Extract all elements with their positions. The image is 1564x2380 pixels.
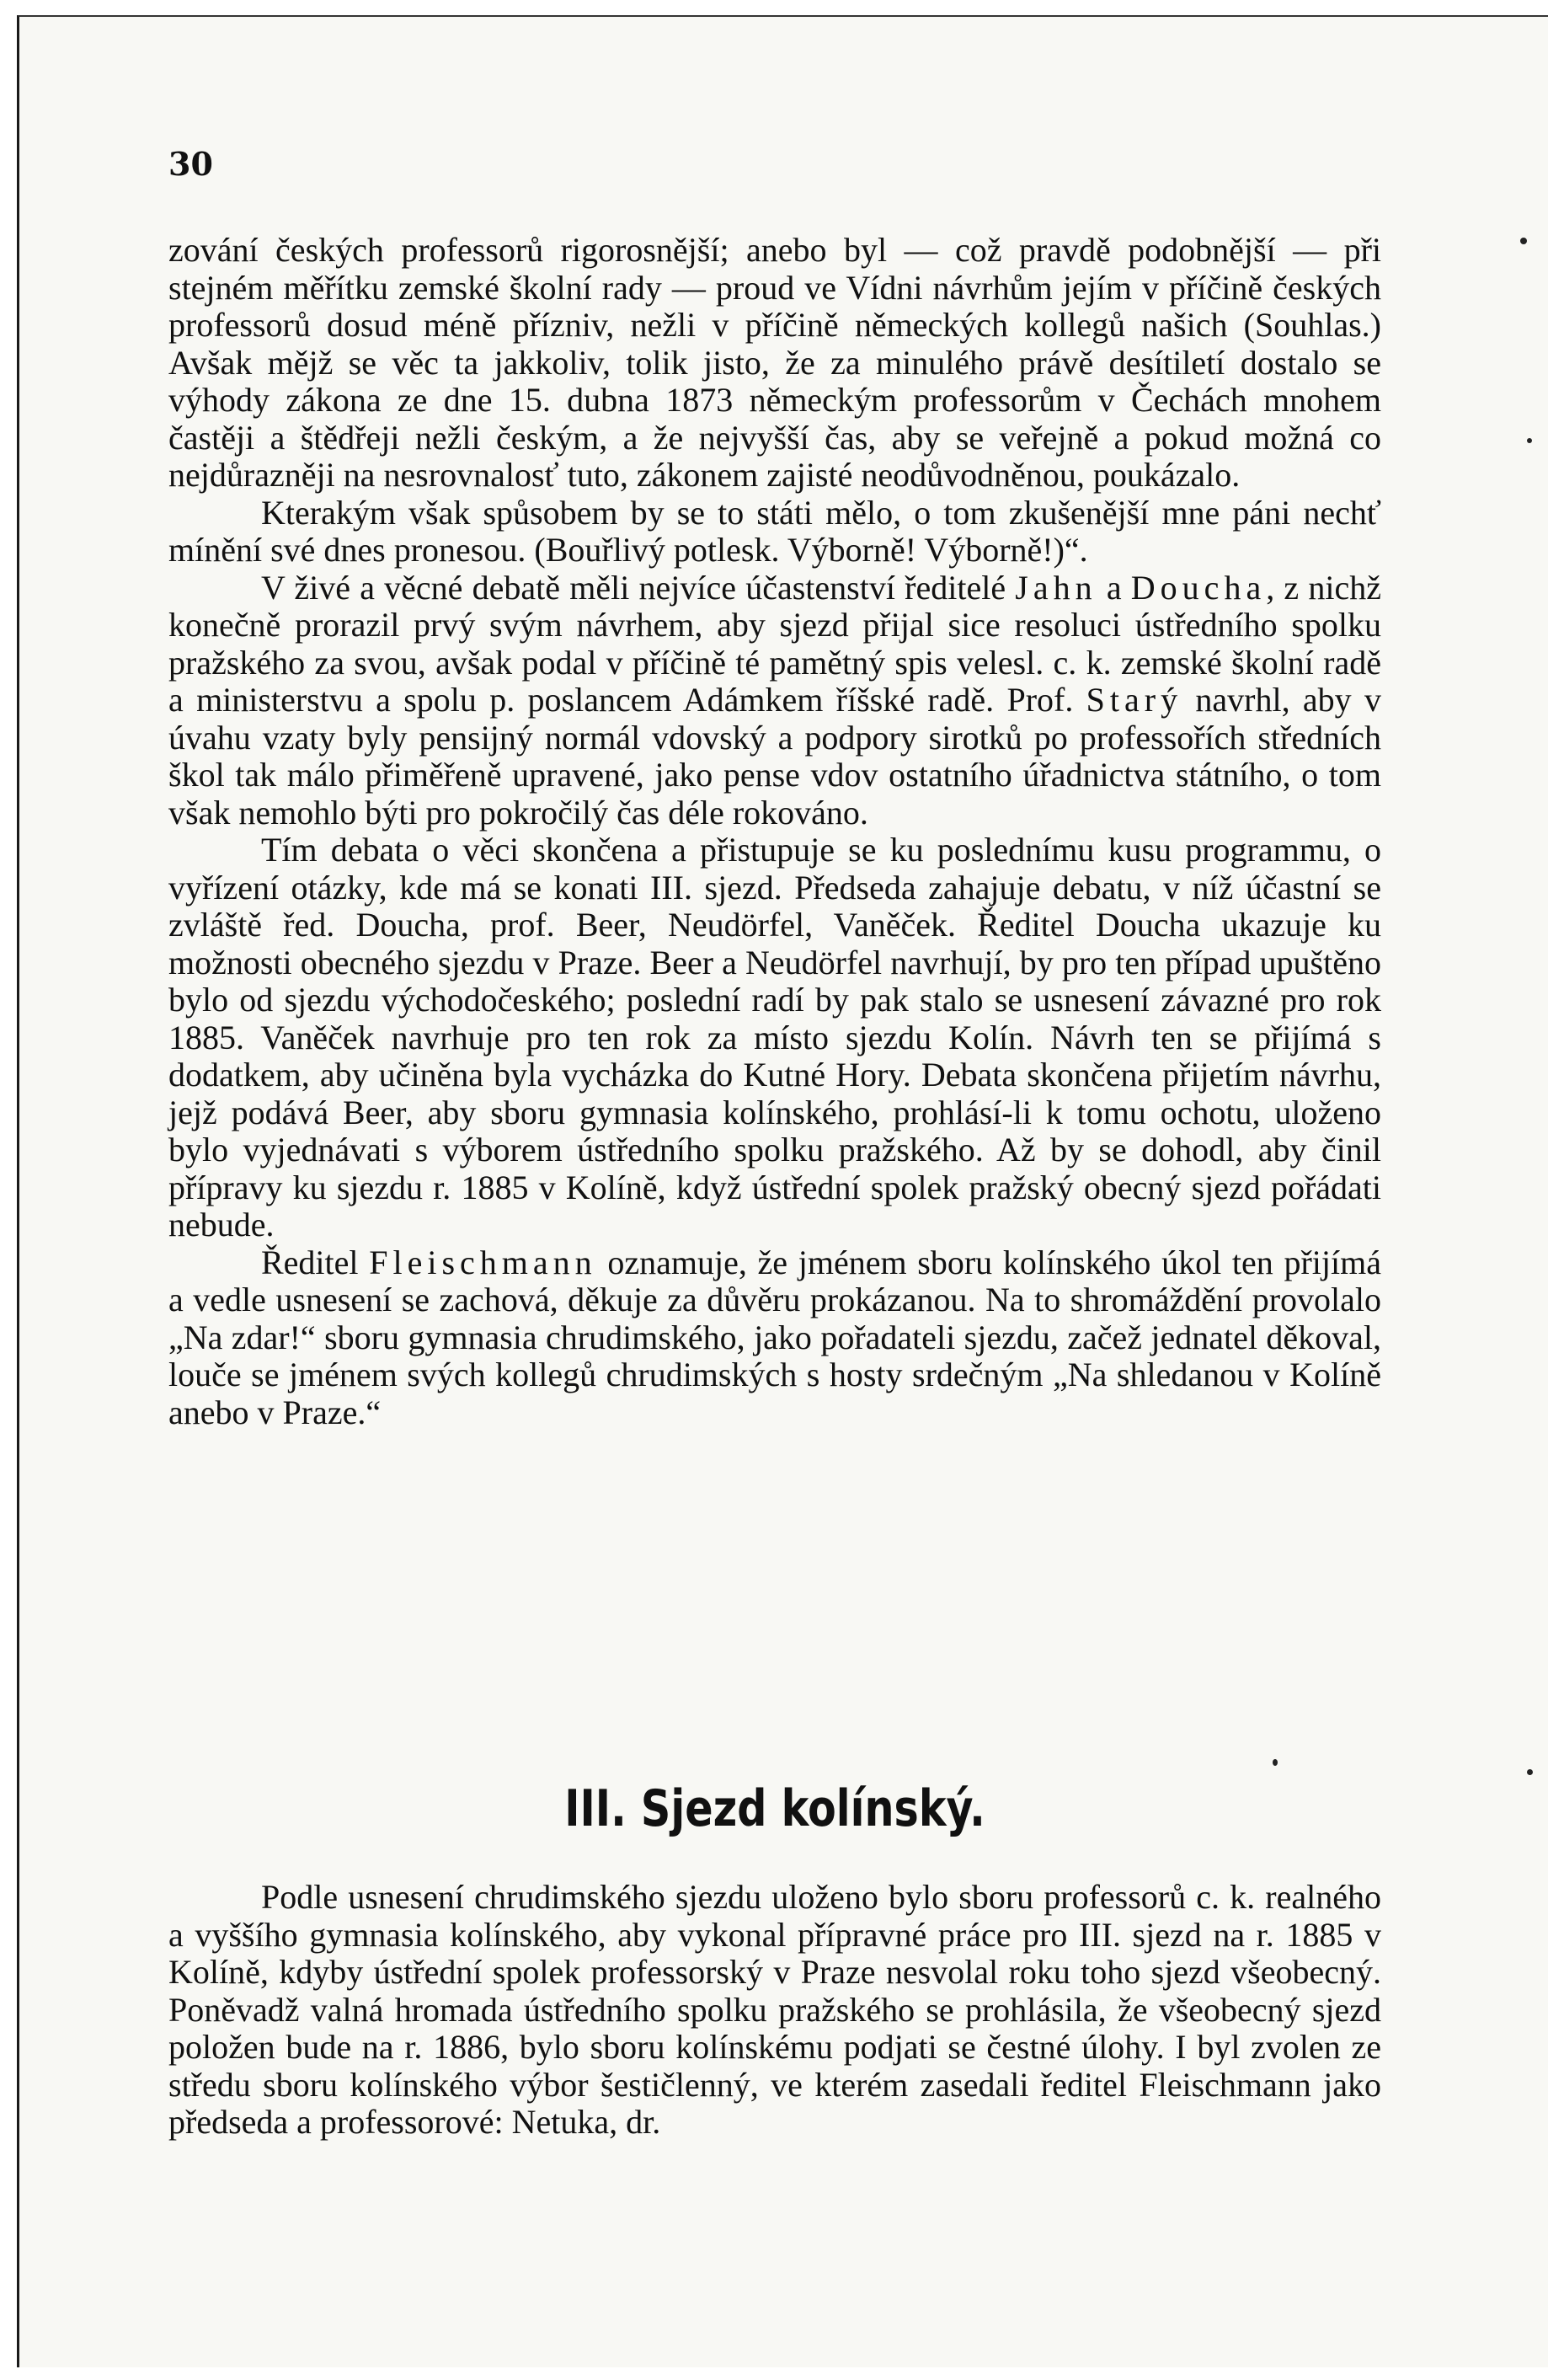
text-run: Ředitel (261, 1243, 370, 1281)
scan-speck (1527, 438, 1532, 443)
spaced-name: Fleischmann (369, 1243, 597, 1281)
text-run: oznamuje, že jménem sboru kolínského úkol ten přijímá a vedle usnesení se zachová, děkuje za důvěru prokázanou. Na to shromáždění provolalo „Na zdar!“ sboru gymnasia chrudimského, jako pořadateli sjezdu, začež jednatel děkoval, louče se jménem svých kollegů chrudimských s hosty srdečným „Na shledanou v Kolíně anebo v Praze.“ (168, 1243, 1381, 1431)
spaced-name: Starý (1086, 681, 1183, 719)
text-run: V živé a věcné debatě měli nejvíce účastenství ředitelé (261, 568, 1016, 607)
body-text-bottom (168, 1879, 1381, 2142)
text-run: , z nichž konečně prorazil prvý svým návrhem, aby sjezd přijal sice resoluci ústředního spolku pražského za svou, avšak podal v příčině té pamětný spis velesl. c. k. zemské školní radě a ministerstvu a spolu p. poslancem Adámkem říšské radě. Prof. (168, 568, 1381, 719)
text-run: zování českých professorů rigorosnější; anebo byl — což pravdě podobnější — při stejném měřítku zemské školní rady — proud ve Vídni návrhům jejím v příčině českých professorů dosud méně přízniv, nežli v příčině německých kollegů našich (Souhlas.) Avšak mějž se věc ta jakkoliv, tolik jisto, že za minulého právě desítiletí dostalo se výhody zákona ze dne 15. dubna 1873 německým professorům v Čechách mnohem častěji a štědřeji nežli českým, a že nejvyšší čas, aby se veřejně a pokud možná co nejdůrazněji na nesrovnalosť tuto, zákonem zajisté neodůvodněnou, poukázalo. (168, 231, 1381, 494)
section-heading: III. Sjezd kolínský. (564, 1779, 985, 1838)
spaced-name: Jahn (1015, 568, 1097, 607)
paragraph (168, 1244, 1381, 1432)
paragraph (168, 232, 1381, 495)
text-run: navrhl, aby v úvahu vzaty byly pensijný normál vdovský a podpory sirotků po professořích středních škol tak málo přiměřeně upravené, jako pense vdov ostatního úřadnictva státního, o tom však nemohlo býti pro pokročilý čas déle rokováno. (168, 681, 1381, 832)
text-run: Kterakým však spůsobem by se to státi mělo, o tom zkušenější mne páni nechť mínění své dnes pronesou. (Bouřlivý potlesk. Výborně! Výborně!)“. (168, 493, 1381, 569)
text-run: Podle usnesení chrudimského sjezdu uloženo bylo sboru professorů c. k. realného a vyššího gymnasia kolínského, aby vykonal přípravné práce pro III. sjezd na r. 1885 v Kolíně, kdyby ústřední spolek professorský v Praze nesvolal roku toho sjezd všeobecný. Poněvadž valná hromada ústředního spolku pražského se prohlásila, že všeobecný sjezd položen bude na r. 1886, bylo sboru kolínskému podjati se čestné úlohy. I byl zvolen ze středu sboru kolínského výbor šestičlenný, ve kterém zasedali ředitel Fleischmann jako předseda a professorové: Netuka, dr. (168, 1878, 1381, 2141)
text-run: a (1097, 568, 1131, 607)
paragraph (168, 1879, 1381, 2142)
body-text-top (168, 232, 1381, 1431)
paragraph (168, 495, 1381, 570)
text-run: Tím debata o věci skončena a přistupuje se ku poslednímu kusu programmu, o vyřízení otázky, kde má se konati III. sjezd. Předseda zahajuje debatu, v níž účastní se zvláště řed. Doucha, prof. Beer, Neudörfel, Vaněček. Ředitel Doucha ukazuje ku možnosti obecného sjezdu v Praze. Beer a Neudörfel navrhují, by pro ten případ upuštěno bylo od sjezdu východočeského; poslední radí by pak stalo se usnesení závazné pro rok 1885. Vaněček navrhuje pro ten rok za místo sjezdu Kolín. Návrh ten se přijímá s dodatkem, aby učiněna byla vycházka do Kutné Hory. Debata skončena přijetím návrhu, jejž podává Beer, aby sboru gymnasia kolínského, prohlásí-li k tomu ochotu, uloženo bylo vyjednávati s výborem ústředního spolku pražského. Až by se dohodl, aby činil přípravy ku sjezdu r. 1885 v Kolíně, když ústřední spolek pražský obecný sjezd pořádati nebude. (168, 831, 1381, 1243)
paragraph (168, 832, 1381, 1244)
page-number: 30 (168, 145, 213, 183)
scan-speck (1520, 238, 1527, 244)
paragraph (168, 570, 1381, 832)
scan-speck (1527, 1769, 1533, 1775)
spaced-name: Doucha (1130, 568, 1267, 607)
scan-speck (1273, 1759, 1278, 1766)
